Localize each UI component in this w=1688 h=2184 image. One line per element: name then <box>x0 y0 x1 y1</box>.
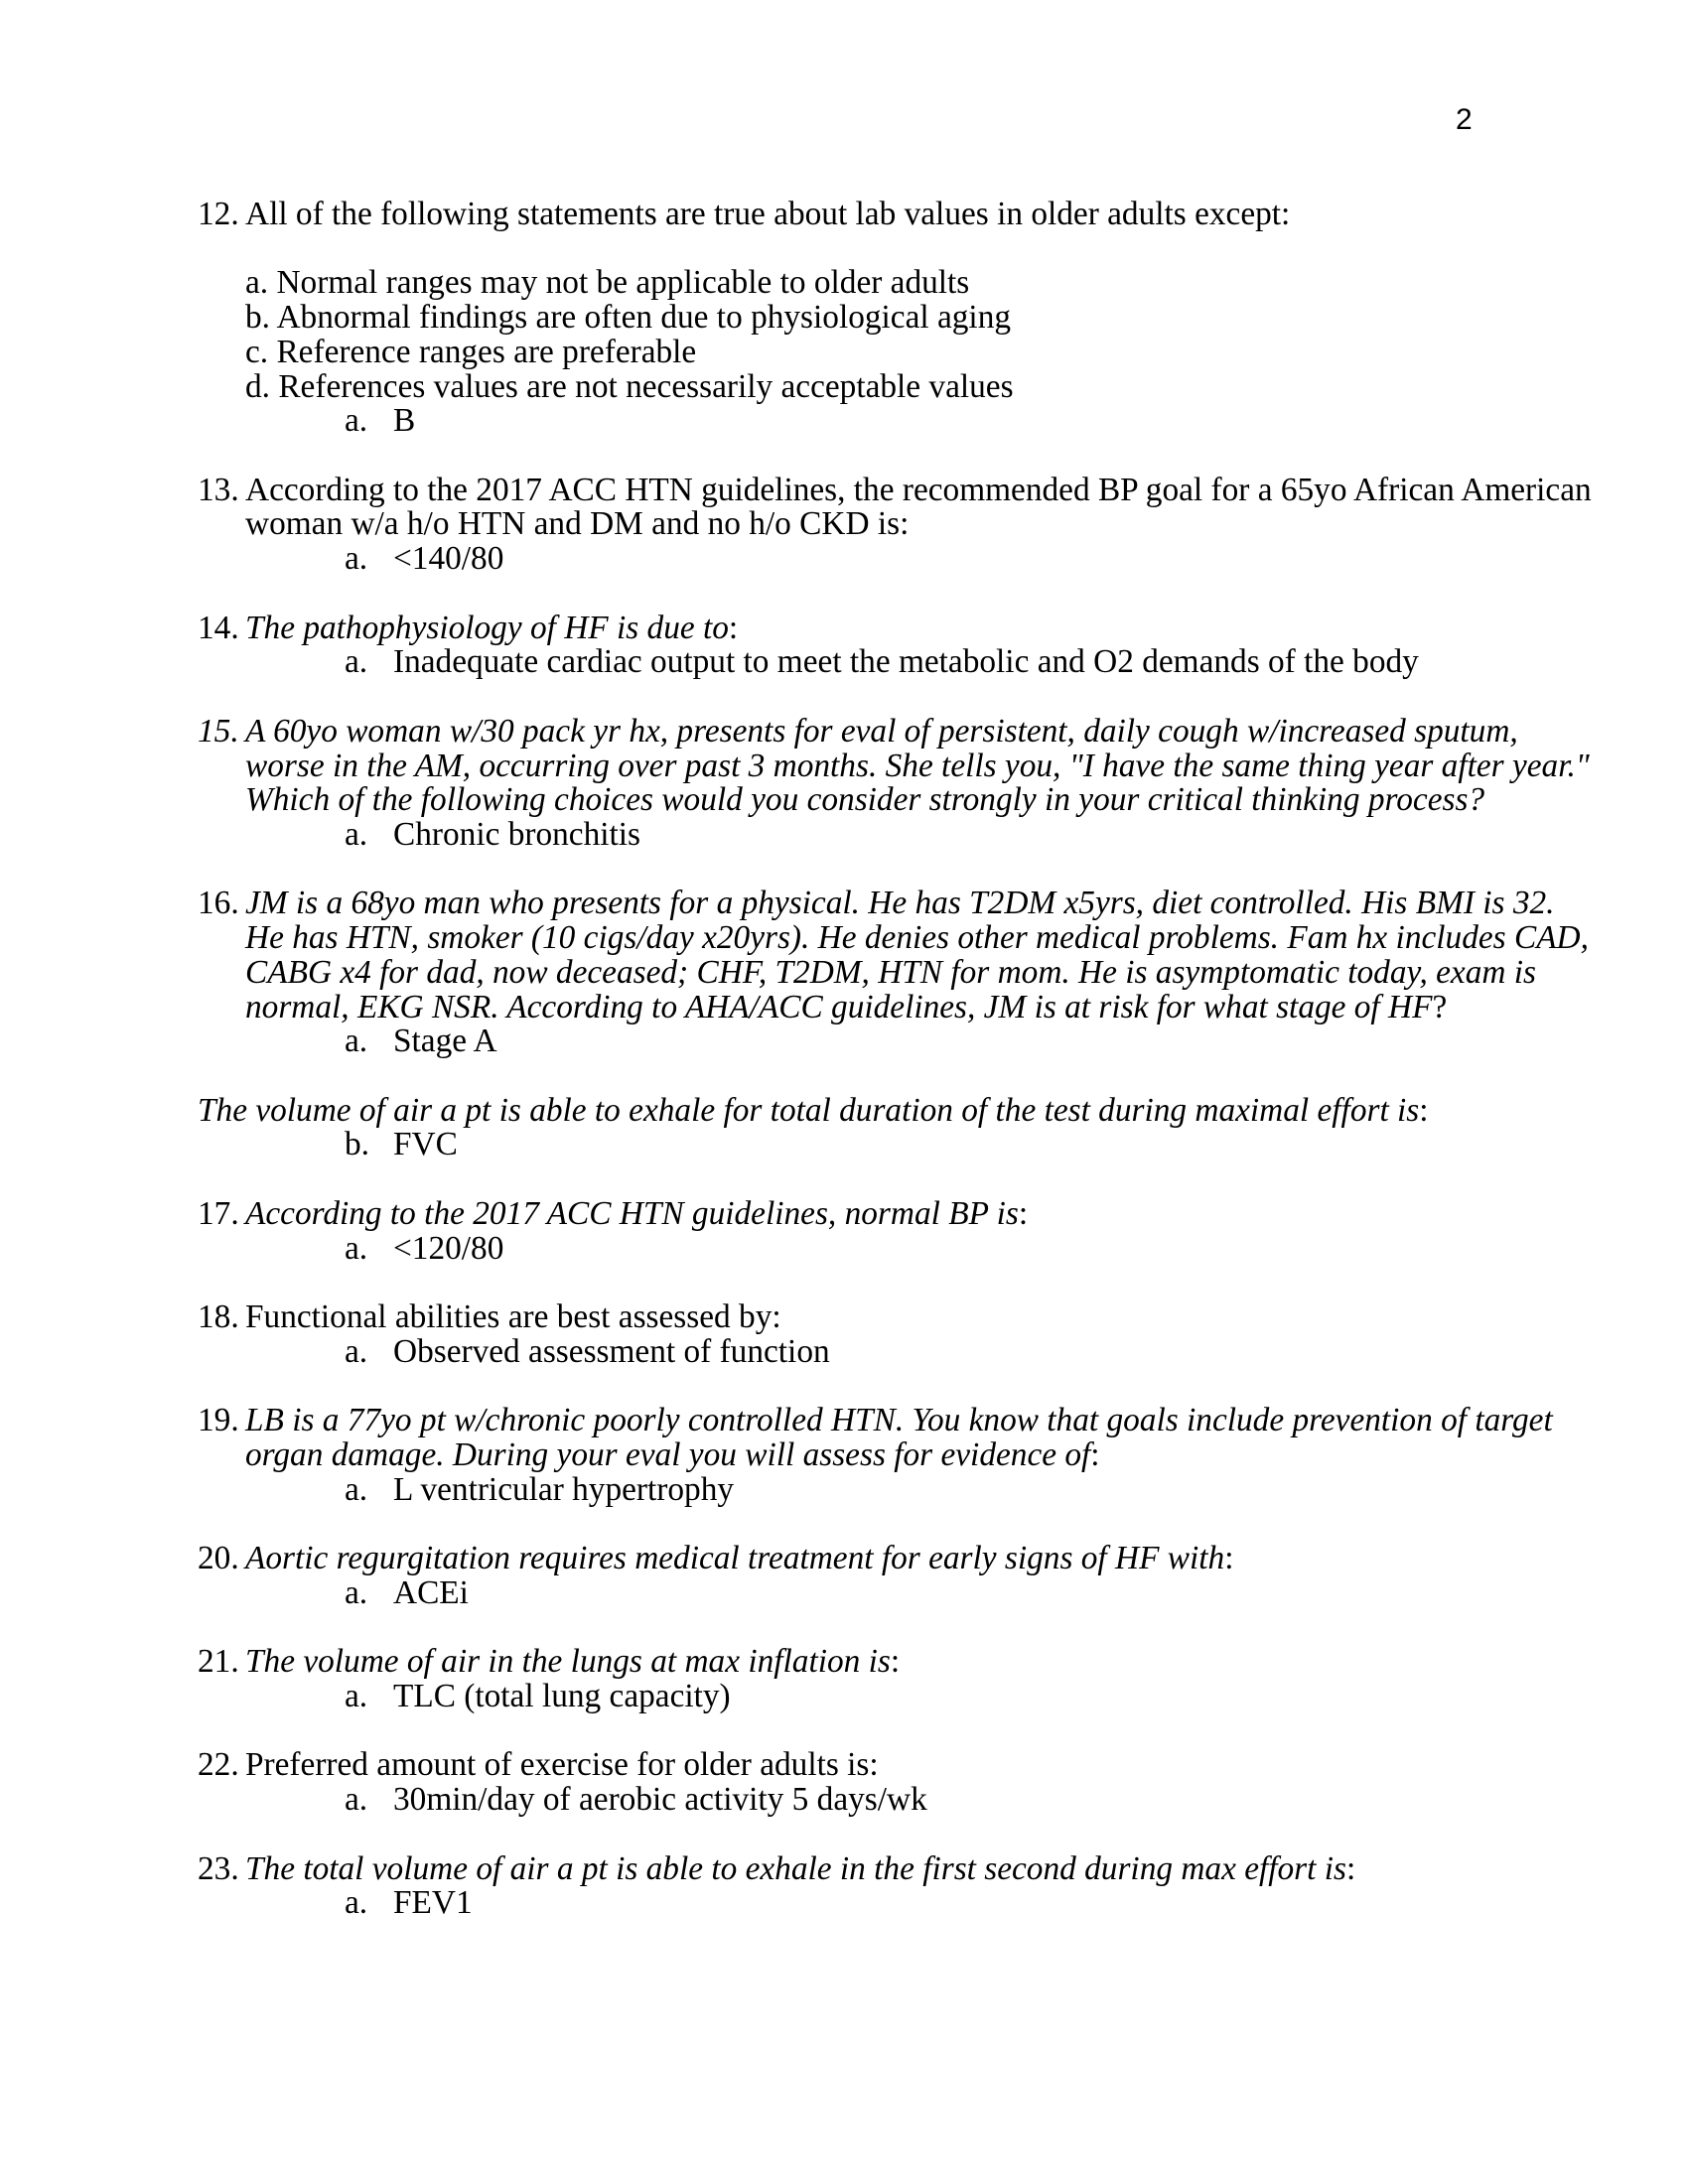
answer-label: a. <box>345 540 368 578</box>
question-number: 21. <box>198 1643 239 1681</box>
answer-line <box>0 1470 1688 1508</box>
text-segment: 30min/day of aerobic activity 5 days/wk <box>393 1781 927 1819</box>
answer-text <box>393 815 641 853</box>
question-line <box>0 609 1688 646</box>
question-continuation-line <box>0 921 1688 956</box>
answer-text <box>393 404 415 439</box>
question-number: 23. <box>198 1849 239 1887</box>
page-number: 2 <box>1456 103 1473 136</box>
text-segment: : <box>1090 1435 1100 1473</box>
line-text <box>198 1091 1429 1129</box>
blank-line <box>0 232 1688 267</box>
line-text <box>245 747 1590 784</box>
text-segment: normal, EKG NSR. According to AHA/ACC guidelines, JM is at risk for what stage of HF <box>245 988 1433 1025</box>
option-line <box>0 301 1688 336</box>
text-segment: Which of the following choices would you consider strongly in your critical thinking process? <box>245 781 1485 819</box>
answer-label: a. <box>345 643 368 681</box>
question-number: 17. <box>198 1194 239 1232</box>
blank-line <box>0 1369 1688 1404</box>
text-segment: He has HTN, smoker (10 cigs/day x20yrs). He denies other medical problems. Fam hx includes CAD, <box>245 919 1589 957</box>
answer-line <box>0 1229 1688 1267</box>
question-number: 13. <box>198 471 239 508</box>
answer-label: a. <box>345 1023 368 1060</box>
line-text <box>245 1748 879 1783</box>
line-text <box>245 1542 1233 1576</box>
answer-line <box>0 1783 1688 1818</box>
line-text <box>245 988 1448 1025</box>
text-segment: According to the 2017 ACC HTN guidelines, the recommended BP goal for a 65yo African American <box>245 471 1592 508</box>
answer-text <box>393 1783 927 1818</box>
text-segment: ACEi <box>393 1573 469 1611</box>
text-segment: d. References values are not necessarily acceptable values <box>245 367 1014 405</box>
line-text <box>245 712 1518 750</box>
blank-line <box>0 1714 1688 1749</box>
blank-line <box>0 853 1688 887</box>
answer-text <box>393 1332 830 1370</box>
answer-text <box>393 1573 469 1611</box>
text-segment: b. Abnormal findings are often due to physiological aging <box>245 299 1012 337</box>
answer-line <box>0 1573 1688 1611</box>
answer-label: a. <box>345 402 368 440</box>
question-line <box>0 198 1688 232</box>
answer-line <box>0 1677 1688 1714</box>
line-text <box>245 333 697 370</box>
text-segment: Aortic regurgitation requires medical treatment for early signs of HF with <box>245 1540 1225 1577</box>
text-segment: Stage A <box>393 1023 497 1060</box>
line-text <box>245 507 909 542</box>
answer-line <box>0 404 1688 439</box>
text-segment: a. Normal ranges may not be applicable to older adults <box>245 264 970 302</box>
blank-line <box>0 439 1688 474</box>
answer-text <box>393 1024 497 1059</box>
text-segment: <120/80 <box>393 1229 504 1267</box>
text-segment: LB is a 77yo pt w/chronic poorly controlled HTN. You know that goals include prevention of target <box>245 1402 1553 1439</box>
question-number: 22. <box>198 1746 239 1784</box>
question-continuation-line <box>0 1435 1688 1473</box>
answer-text <box>393 1677 731 1714</box>
question-continuation-line <box>0 783 1688 818</box>
line-text <box>245 783 1484 818</box>
answer-text <box>393 1229 504 1267</box>
line-text <box>245 471 1592 508</box>
answer-text <box>393 1128 458 1162</box>
line-text <box>245 367 1014 405</box>
question-line <box>0 1748 1688 1783</box>
answer-line <box>0 1332 1688 1370</box>
line-text <box>245 1645 900 1680</box>
text-segment: : <box>1345 1849 1356 1887</box>
blank-line <box>0 1162 1688 1197</box>
option-line <box>0 333 1688 370</box>
question-continuation-line <box>0 747 1688 784</box>
answer-text <box>393 645 1419 680</box>
answer-label: a. <box>345 1573 368 1611</box>
question-continuation-line <box>0 988 1688 1025</box>
line-text <box>245 1849 1356 1887</box>
text-segment: FVC <box>393 1126 458 1163</box>
answer-text <box>393 1886 473 1921</box>
line-text <box>245 921 1589 956</box>
answer-label: a. <box>345 1332 368 1370</box>
answer-label: a. <box>345 815 368 853</box>
question-continuation-line <box>0 953 1688 991</box>
answer-line <box>0 1024 1688 1059</box>
document-body <box>0 198 1688 1921</box>
answer-label: a. <box>345 1470 368 1508</box>
line-text <box>245 609 739 646</box>
question-number: 15. <box>198 712 239 750</box>
answer-line <box>0 1128 1688 1162</box>
question-number: 12. <box>198 196 239 232</box>
text-segment: B <box>393 402 416 440</box>
answer-text <box>393 1470 735 1508</box>
blank-line <box>0 680 1688 715</box>
answer-label: a. <box>345 1884 368 1922</box>
text-segment: : <box>1018 1194 1029 1232</box>
text-segment: woman w/a h/o HTN and DM and no h/o CKD is: <box>245 505 910 543</box>
blank-line <box>0 1610 1688 1645</box>
blank-line <box>0 577 1688 612</box>
text-segment: CABG x4 for dad, now deceased; CHF, T2DM, HTN for mom. He is asymptomatic today, exam is <box>245 953 1537 991</box>
text-segment: organ damage. During your eval you will assess for evidence of <box>245 1435 1091 1473</box>
question-number: 14. <box>198 609 239 646</box>
blank-line <box>0 1266 1688 1300</box>
text-segment: Preferred amount of exercise for older adults is: <box>245 1746 879 1784</box>
text-segment: : <box>728 609 739 646</box>
line-text <box>245 1404 1553 1438</box>
text-segment: JM is a 68yo man who presents for a physical. He has T2DM x5yrs, diet controlled. His BMI is 32. <box>245 885 1555 922</box>
text-segment: : <box>1419 1091 1429 1129</box>
question-line <box>0 887 1688 921</box>
text-segment: The pathophysiology of HF is due to <box>245 609 729 646</box>
text-segment: FEV1 <box>393 1884 473 1922</box>
text-segment: The volume of air in the lungs at max inflation is <box>245 1643 891 1681</box>
question-number: 19. <box>198 1402 239 1439</box>
question-continuation-line <box>0 507 1688 542</box>
blank-line <box>0 1818 1688 1852</box>
text-segment: A 60yo woman w/30 pack yr hx, presents for eval of persistent, daily cough w/increased sputum, <box>245 712 1518 750</box>
question-number: 20. <box>198 1540 239 1577</box>
question-line <box>0 1404 1688 1438</box>
question-line <box>0 471 1688 508</box>
line-text <box>245 887 1554 921</box>
answer-line <box>0 645 1688 680</box>
blank-line <box>0 1507 1688 1542</box>
question-line <box>0 1542 1688 1576</box>
question-line <box>0 712 1688 750</box>
answer-line <box>0 542 1688 577</box>
option-line <box>0 266 1688 301</box>
text-segment: The total volume of air a pt is able to exhale in the first second during max effort is <box>245 1849 1346 1887</box>
text-segment: Chronic bronchitis <box>393 815 641 853</box>
question-line <box>0 1645 1688 1680</box>
text-segment: : <box>1224 1540 1234 1577</box>
text-segment: <140/80 <box>393 540 504 578</box>
question-line <box>0 1194 1688 1232</box>
answer-text <box>393 542 503 577</box>
text-segment: c. Reference ranges are preferable <box>245 333 697 370</box>
line-text <box>245 953 1537 991</box>
question-line <box>0 1300 1688 1335</box>
text-segment: TLC (total lung capacity) <box>393 1677 731 1714</box>
blank-line <box>0 1059 1688 1094</box>
text-segment: ? <box>1432 988 1448 1025</box>
question-number: 16. <box>198 885 239 922</box>
text-segment: worse in the AM, occurring over past 3 months. She tells you, "I have the same thing year after year." <box>245 747 1590 784</box>
answer-line <box>0 815 1688 853</box>
question-line <box>0 1091 1688 1129</box>
text-segment: Observed assessment of function <box>393 1332 830 1370</box>
line-text <box>245 301 1011 336</box>
text-segment: The volume of air a pt is able to exhale for total duration of the test during maximal effort is <box>198 1091 1420 1129</box>
line-text <box>245 1300 781 1335</box>
text-segment: L ventricular hypertrophy <box>393 1470 735 1508</box>
line-text <box>245 198 1290 232</box>
text-segment: All of the following statements are true about lab values in older adults except: <box>245 196 1291 232</box>
text-segment: Functional abilities are best assessed by: <box>245 1298 781 1335</box>
text-segment: According to the 2017 ACC HTN guidelines, normal BP is <box>245 1194 1019 1232</box>
question-line <box>0 1849 1688 1887</box>
answer-label: b. <box>345 1126 369 1163</box>
answer-label: a. <box>345 1229 368 1267</box>
answer-label: a. <box>345 1781 368 1819</box>
line-text <box>245 1435 1100 1473</box>
text-segment: Inadequate cardiac output to meet the metabolic and O2 demands of the body <box>393 643 1419 681</box>
answer-label: a. <box>345 1677 368 1714</box>
text-segment: : <box>890 1643 901 1681</box>
option-line <box>0 367 1688 405</box>
line-text <box>245 266 969 301</box>
question-number: 18. <box>198 1298 239 1335</box>
line-text <box>245 1194 1029 1232</box>
answer-line <box>0 1886 1688 1921</box>
